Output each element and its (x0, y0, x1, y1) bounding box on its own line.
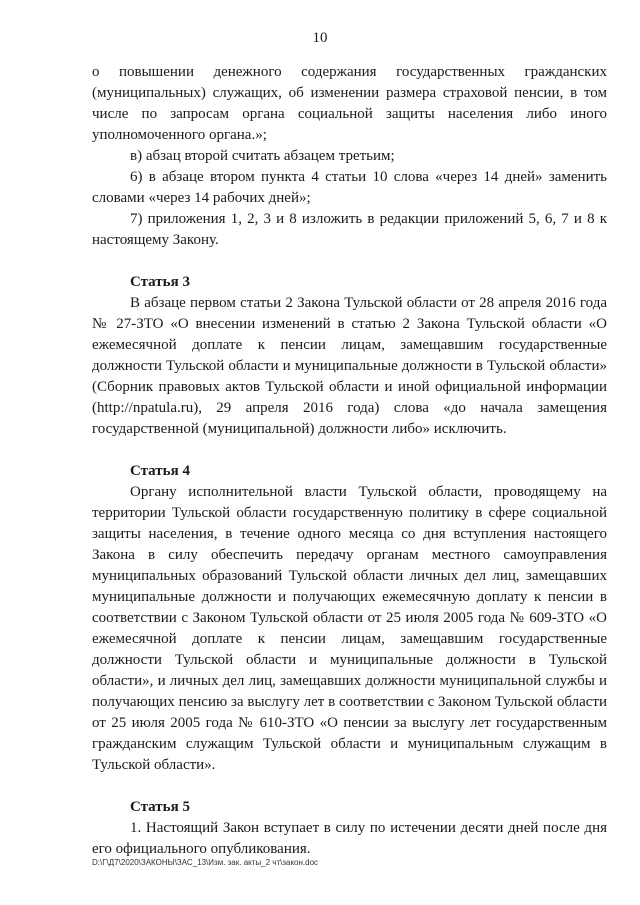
spacer (92, 251, 607, 272)
article-4-heading: Статья 4 (130, 463, 190, 479)
continuation-paragraph: о повышении денежного содержания государственных гражданских (муниципальных) служащих, об изменении размера страховой пенсии, в том числе по запросам органа социальной защиты населения либо иного уполномоченного органа.»; (92, 64, 607, 143)
article-3-heading: Статья 3 (130, 274, 190, 290)
page-number: 10 (312, 30, 328, 46)
article-3-text: В абзаце первом статьи 2 Закона Тульской области от 28 апреля 2016 года № 27-ЗТО «О внесении изменений в статью 2 Закона Тульской области «О ежемесячной доплате к пенсии лицам, замещавшим государственные должности Тульской области и муниципальные должности в Тульской области» (Сборник правовых актов Тульской области и иной официальной информации (http://npatula.ru), 29 апреля 2016 года) слова «до начала замещения государственной (муниципальной) должности либо» исключить. (92, 295, 607, 437)
document-body (92, 62, 607, 860)
spacer (92, 440, 607, 461)
article-5-text: 1. Настоящий Закон вступает в силу по истечении десяти дней после дня его официального опубликования. (92, 820, 607, 857)
file-path-footer: D:\Г\Д7\2020\ЗАКОНЫ\ЗАС_13\Изм. зак. акты_2 чт\закон.doc (92, 858, 319, 867)
list-item: в) абзац второй считать абзацем третьим; (130, 148, 395, 164)
list-item: 7) приложения 1, 2, 3 и 8 изложить в редакции приложений 5, 6, 7 и 8 к настоящему Закону. (92, 211, 607, 248)
article-4-text: Органу исполнительной власти Тульской области, проводящему на территории Тульской области государственную политику в сфере социальной защиты населения, в течение одного месяца со дня вступления настоящего Закона в силу обеспечить передачу органам местного самоуправления муниципальных образований Тульской области личных дел лиц, замещавших муниципальные должности и получающих ежемесячную доплату к пенсии в соответствии с Законом Тульской области от 25 июля 2005 года № 609-ЗТО «О ежемесячной доплате к пенсии лицам, замещавшим государственные должности Тульской области и муниципальные должности в Тульской области», и личных дел лиц, замещавших должности муниципальной службы и получающих пенсию за выслугу лет в соответствии с Законом Тульской области от 25 июля 2005 года № 610-ЗТО «О пенсии за выслугу лет государственным гражданским служащим Тульской области и муниципальным служащим в Тульской области». (92, 484, 607, 773)
list-item: 6) в абзаце втором пункта 4 статьи 10 слова «через 14 дней» заменить словами «через 14 рабочих дней»; (92, 169, 607, 206)
spacer (92, 776, 607, 797)
article-5-heading: Статья 5 (130, 799, 190, 815)
